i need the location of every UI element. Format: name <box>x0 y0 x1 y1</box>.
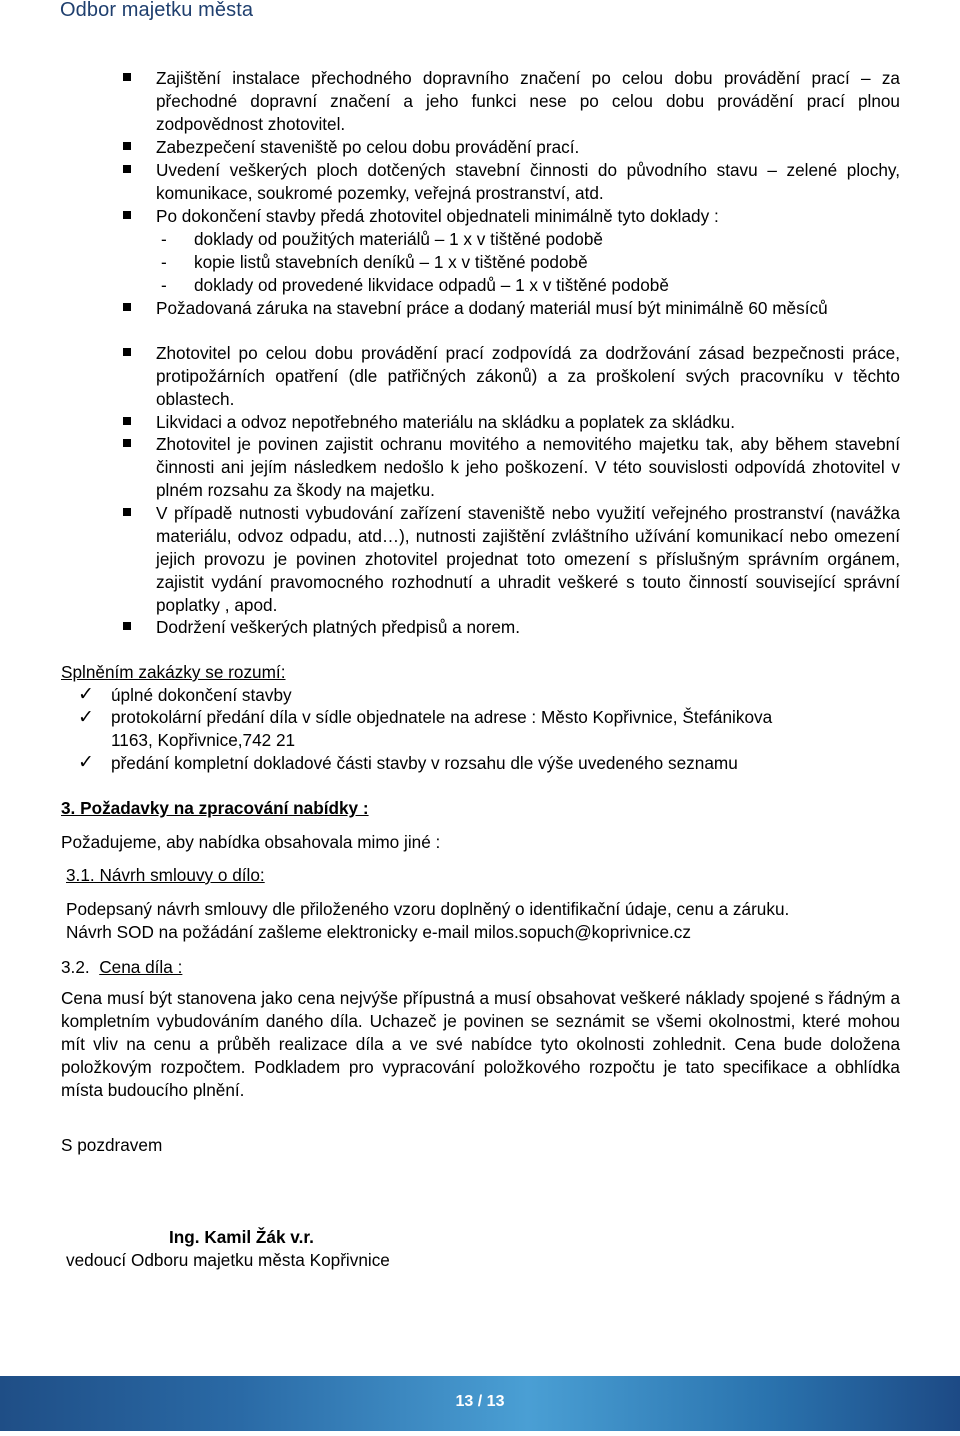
signatory-name: Ing. Kamil Žák v.r. <box>169 1227 314 1247</box>
section-3-2-number: 3.2. <box>61 957 90 977</box>
dash-marker: - <box>161 229 167 249</box>
bullet-marker <box>123 508 131 516</box>
list-item: Po dokončení stavby předá zhotovitel objednateli minimálně tyto doklady : <box>156 206 719 226</box>
list-item: Zabezpečení staveniště po celou dobu provádění prací. <box>156 137 580 157</box>
bullet-marker <box>123 73 131 81</box>
list-item: Likvidaci a odvoz nepotřebného materiálu na skládku a poplatek za skládku. <box>156 412 736 432</box>
bullet-marker <box>123 211 131 219</box>
section-3-1-email: Návrh SOD na požádání zašleme elektronicky e-mail milos.sopuch@koprivnice.cz <box>66 922 691 942</box>
list-item: V případě nutnosti vybudování zařízení staveniště nebo využití veřejného prostranství (navážka materiálu, odvoz odpadu, atd…), nutnosti zajištění zvláštního užívání komunikací nebo omezení jejich provozu je povinen zhotovitel projednat toto omezení s příslušným správním orgánem, zajistit vydání pravomocného rozhodnutí a uhradit veškeré s touto činností související správní poplatky , apod. <box>156 503 900 615</box>
bullet-marker <box>123 439 131 447</box>
list-item: Uvedení veškerých ploch dotčených stavební činnosti do původního stavu – zelené plochy, komunikace, soukromé pozemky, veřejná prostranství, atd. <box>156 160 900 203</box>
check-item-continuation: 1163, Kopřivnice,742 21 <box>111 730 296 750</box>
dash-marker: - <box>161 275 167 295</box>
page-header-title: Odbor majetku města <box>60 0 254 21</box>
bullet-marker <box>123 165 131 173</box>
list-item: Zajištění instalace přechodného dopravního značení po celou dobu provádění prací – za přechodné dopravní značení a jeho funkci nese po celou dobu provádění prací plnou zodpovědnost zhotovitel. <box>156 68 900 134</box>
bullet-marker <box>123 142 131 150</box>
bullet-marker <box>123 348 131 356</box>
splneni-heading: Splněním zakázky se rozumí: <box>61 662 286 682</box>
doklad-text: kopie listů stavebních deníků – 1 x v tištěné podobě <box>194 252 588 272</box>
section-3-2-text: Cena musí být stanovena jako cena nejvýše přípustná a musí obsahovat veškeré náklady spojené s řádným a kompletním vybudováním daného díla. Uchazeč je povinen se seznámit se všemi okolnostmi, které mohou mít vliv na cenu a průběh realizace díla a ve své nabídce tyto okolnosti zohlednit. Cena bude doložena položkovým rozpočtem. Podkladem pro vypracování položkového rozpočtu je tato specifikace a obhlídka místa budoucího plnění. <box>61 988 900 1100</box>
bullet-marker <box>123 417 131 425</box>
list-item: Zhotovitel po celou dobu provádění prací zodpovídá za dodržování zásad bezpečnosti práce, protipožárních opatření (dle patřičných zákonů) a za proškolení svých pracovníku v těchto oblastech. <box>156 343 900 409</box>
check-item: úplné dokončení stavby <box>111 685 292 705</box>
doklad-item <box>161 274 669 297</box>
doklad-text: doklady od použitých materiálů – 1 x v tištěné podobě <box>194 229 603 249</box>
check-item: protokolární předání díla v sídle objednatele na adrese : Město Kopřivnice, Štefánikova <box>111 707 773 727</box>
section-3-intro: Požadujeme, aby nabídka obsahovala mimo jiné : <box>61 832 441 852</box>
list-item: Dodržení veškerých platných předpisů a norem. <box>156 617 520 637</box>
doklad-item <box>161 228 603 251</box>
dash-marker: - <box>161 252 167 272</box>
list-item: Zhotovitel je povinen zajistit ochranu movitého a nemovitého majetku tak, aby během stavební činnosti ani jejím následkem nedošlo k jeho poškození. V této souvislosti odpovídá zhotovitel v plném rozsahu za škody na majetku. <box>156 434 900 500</box>
section-3-2-label: Cena díla : <box>99 957 183 977</box>
list-item: Požadovaná záruka na stavební práce a dodaný materiál musí být minimálně 60 měsíců <box>156 298 828 318</box>
doklad-item <box>161 251 588 274</box>
bullet-marker <box>123 622 131 630</box>
check-icon: ✓ <box>78 752 94 773</box>
check-icon: ✓ <box>78 707 94 728</box>
section-3-heading: 3. Požadavky na zpracování nabídky : <box>61 798 369 818</box>
check-icon: ✓ <box>78 684 94 705</box>
signatory-role: vedoucí Odboru majetku města Kopřivnice <box>66 1250 390 1270</box>
page-number: 13 / 13 <box>455 1393 505 1410</box>
check-item: předání kompletní dokladové části stavby v rozsahu dle výše uvedeného seznamu <box>111 753 738 773</box>
section-3-1-text: Podepsaný návrh smlouvy dle přiloženého vzoru doplněný o identifikační údaje, cenu a záruku. <box>66 899 790 919</box>
section-3-1-heading: 3.1. Návrh smlouvy o dílo: <box>66 865 265 885</box>
section-3-2-heading <box>61 956 182 979</box>
doklad-text: doklady od provedené likvidace odpadů – 1 x v tištěné podobě <box>194 275 669 295</box>
greeting: S pozdravem <box>61 1135 163 1155</box>
bullet-marker <box>123 303 131 311</box>
